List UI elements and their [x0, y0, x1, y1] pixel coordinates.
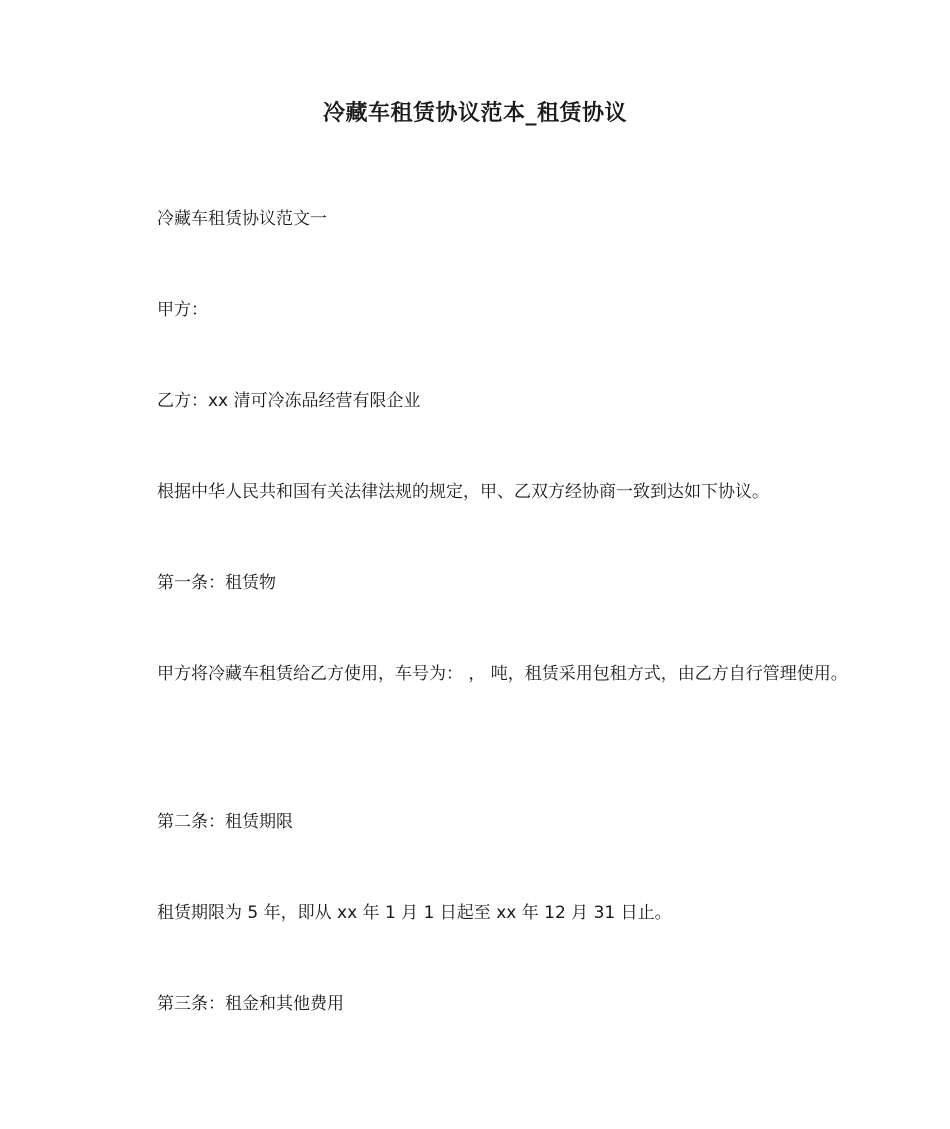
paragraph-sample-heading: 冷藏车租赁协议范文一: [157, 209, 327, 229]
article-1-body: 甲方将冷藏车租赁给乙方使用，车号为： ， 吨，租赁采用包租方式，由乙方自行管理使用。: [157, 664, 848, 684]
article-3-heading: 第三条：租金和其他费用: [157, 994, 344, 1014]
document-title: 冷藏车租赁协议范本_租赁协议: [322, 101, 627, 126]
article-2-body: 租赁期限为 5 年，即从 xx 年 1 月 1 日起至 xx 年 12 月 31 日止。: [157, 903, 672, 923]
paragraph-preamble: 根据中华人民共和国有关法律法规的规定，甲、乙双方经协商一致到达如下协议。: [157, 482, 769, 502]
article-1-heading: 第一条：租赁物: [157, 573, 276, 593]
article-2-heading: 第二条：租赁期限: [157, 812, 293, 832]
paragraph-party-a: 甲方：: [157, 300, 208, 320]
paragraph-party-b: 乙方：xx 清可冷冻品经营有限企业: [157, 391, 421, 411]
